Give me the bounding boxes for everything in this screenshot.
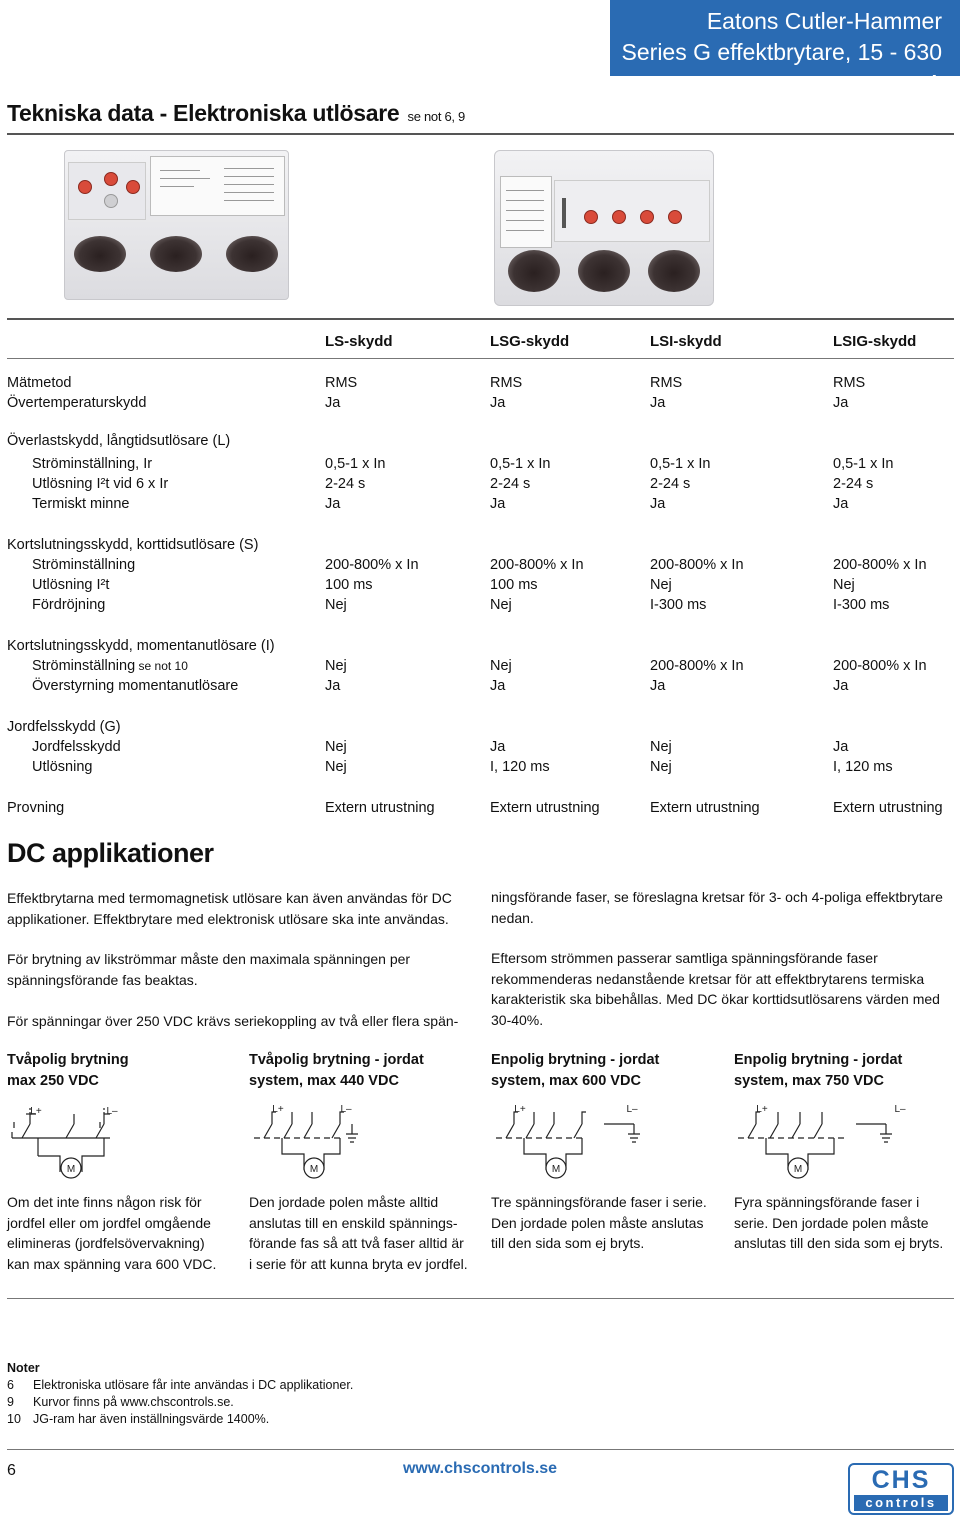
table-cell: 100 ms — [325, 577, 373, 593]
header-divider — [7, 358, 954, 359]
circuit-description-line: Tre spänningsförande faser i serie. — [491, 1194, 707, 1210]
dc-left-paragraph-2: För brytning av likströmmar måste den maximala spänningen per spänningsförande fas beaktas. — [7, 951, 411, 988]
table-cell: 2-24 s — [490, 476, 531, 492]
table-cell: 2-24 s — [325, 476, 366, 492]
column-header-lsg: LSG-skydd — [490, 333, 570, 350]
circuit-1-diagram — [12, 1106, 110, 1172]
motor-label-1: M — [66, 1164, 76, 1175]
table-cell: Nej — [650, 739, 672, 755]
table-cell: Ja — [650, 496, 666, 512]
table-cell: RMS — [650, 375, 683, 391]
page-title-text: Tekniska data - Elektroniska utlösare — [7, 100, 400, 126]
motor-label-3: M — [551, 1164, 561, 1175]
pole-plus-label-2: L+ — [272, 1104, 284, 1115]
note-item: 10 JG-ram har även inställningsvärde 1400%. — [7, 1412, 270, 1426]
table-group-heading: Överlastskydd, långtidsutlösare (L) — [7, 433, 231, 449]
table-row-label: Fördröjning — [32, 597, 106, 613]
circuit-3-title: Enpolig brytning - jordat system, max 600 VDC — [491, 1052, 660, 1089]
table-row-label: Övertemperaturskydd — [7, 395, 147, 411]
table-cell: I-300 ms — [833, 597, 890, 613]
circuit-description-line: Den jordade polen måste alltid — [249, 1194, 439, 1210]
table-cell: Nej — [325, 658, 347, 674]
circuit-description-line: anslutas till en enskild spännings- — [249, 1214, 458, 1231]
pole-plus-label-3: L+ — [514, 1104, 526, 1115]
circuit-description-line: serie. Den jordade polen måste — [734, 1214, 929, 1231]
circuit-1-description — [7, 1192, 216, 1274]
notes-heading: Noter — [7, 1361, 40, 1375]
table-cell: Ja — [325, 496, 341, 512]
logo-top-text: CHS — [871, 1466, 931, 1494]
circuit-4-diagram — [738, 1112, 892, 1170]
table-cell: 2-24 s — [833, 476, 874, 492]
page-title-note: se not 6, 9 — [407, 109, 465, 124]
table-cell: 200-800% x In — [325, 557, 419, 573]
notes-section — [7, 1360, 353, 1428]
dc-section-title: DC applikationer — [7, 838, 214, 868]
table-cell: 0,5-1 x In — [490, 456, 551, 472]
table-cell: 200-800% x In — [833, 658, 927, 674]
dc-left-paragraph-1: Effektbrytarna med termomagnetisk utlösare kan även användas för DC applikationer. Effektbrytare med elektronisk utlösare ska inte användas. — [7, 890, 452, 927]
table-cell: 0,5-1 x In — [833, 456, 894, 472]
table-cell: Nej — [490, 658, 512, 674]
dc-right-paragraph-1: ningsförande faser, se föreslagna kretsar för 3- och 4-poliga effektbrytare nedan. — [491, 889, 943, 926]
table-row-label: Ströminställning — [32, 557, 136, 573]
pole-minus-label-4: L– — [894, 1104, 906, 1115]
table-cell: Ja — [490, 395, 506, 411]
table-cell: Ja — [833, 496, 849, 512]
table-cell: 2-24 s — [650, 476, 691, 492]
table-cell: 100 ms — [490, 577, 538, 593]
table-cell: Ja — [833, 739, 849, 755]
table-cell: 200-800% x In — [833, 557, 927, 573]
circuit-3-diagram — [496, 1112, 640, 1170]
table-row-label: Överstyrning momentanutlösare — [32, 678, 239, 694]
circuit-description-line: anslutas till den sida som ej bryts. — [734, 1235, 944, 1251]
pole-plus-label-4: L+ — [756, 1104, 768, 1115]
note-item: 9 Kurvor finns på www.chscontrols.se. — [7, 1395, 234, 1409]
table-cell: Nej — [325, 739, 347, 755]
circuit-2-description — [249, 1192, 468, 1274]
table-cell: 0,5-1 x In — [325, 456, 386, 472]
table-row-label-note: se not 10 — [135, 659, 188, 673]
circuit-4-description — [734, 1192, 943, 1254]
table-cell: 200-800% x In — [650, 658, 744, 674]
table-cell: Extern utrustning — [490, 800, 600, 816]
table-cell: Nej — [833, 577, 855, 593]
logo-bottom-text: controls — [854, 1495, 948, 1511]
table-cell: I, 120 ms — [833, 759, 893, 775]
dc-left-paragraph-3: För spänningar över 250 VDC krävs seriekoppling av två eller flera spän- — [7, 1013, 459, 1029]
table-cell: Ja — [325, 678, 341, 694]
circuit-description-line: jordfel eller om jordfel omgående — [7, 1214, 211, 1231]
pole-minus-label-2: L– — [340, 1104, 352, 1115]
table-cell: RMS — [325, 375, 358, 391]
page-number: 6 — [7, 1462, 16, 1479]
circuit-4-title: Enpolig brytning - jordat system, max 750 VDC — [734, 1052, 903, 1089]
circuit-description-line: till den sida som ej bryts. — [491, 1235, 645, 1251]
dc-right-paragraph-2: Eftersom strömmen passerar samtliga spänningsförande faser rekommenderas nedanstående kretsar för att effektbrytarens termiska karakteristik ska bibehållas. Med DC ökar korttidsutlösarens värden med 30-40%. — [491, 950, 940, 1028]
table-cell: 200-800% x In — [490, 557, 584, 573]
chs-controls-logo — [848, 1463, 954, 1515]
pole-minus-label-3: L– — [626, 1104, 638, 1115]
motor-label-2: M — [309, 1164, 319, 1175]
brand-line-2: Series G effektbrytare, 15 - 630 A — [621, 39, 942, 96]
table-row-label: Utlösning — [32, 759, 93, 775]
circuit-description-line: i serie för att kunna bryta ev jordfel. — [249, 1255, 468, 1272]
table-cell: I, 120 ms — [490, 759, 550, 775]
circuit-2-title: Tvåpolig brytning - jordat system, max 440 VDC — [249, 1052, 424, 1089]
table-cell: Ja — [490, 678, 506, 694]
circuit-1-title: Tvåpolig brytning max 250 VDC — [7, 1052, 129, 1089]
table-cell: Extern utrustning — [325, 800, 435, 816]
table-cell: I-300 ms — [650, 597, 707, 613]
table-row-label: Termiskt minne — [32, 496, 130, 512]
table-row-label: Jordfelsskydd — [32, 739, 121, 755]
table-row-label: Utlösning I²t vid 6 x Ir — [32, 476, 169, 492]
brand-line-1: Eatons Cutler-Hammer — [706, 8, 942, 34]
footer-divider — [7, 1449, 954, 1450]
table-cell: RMS — [490, 375, 523, 391]
table-row-label: Provning — [7, 800, 65, 816]
notes-divider — [7, 1298, 954, 1299]
table-cell: Nej — [325, 759, 347, 775]
table-cell: 200-800% x In — [650, 557, 744, 573]
table-group-heading: Kortslutningsskydd, korttidsutlösare (S) — [7, 537, 259, 553]
column-header-lsig: LSIG-skydd — [833, 333, 917, 350]
table-cell: Ja — [650, 678, 666, 694]
table-cell: RMS — [833, 375, 866, 391]
circuit-3-description — [491, 1192, 707, 1254]
circuit-description-line: förande fas så att två faser alltid är — [249, 1235, 464, 1251]
table-row-label: Ströminställning, Ir — [32, 456, 153, 472]
circuit-description-line: Om det inte finns någon risk för — [7, 1194, 202, 1210]
table-cell: 0,5-1 x In — [650, 456, 711, 472]
table-cell: Extern utrustning — [833, 800, 943, 816]
table-cell: Ja — [833, 395, 849, 411]
table-cell: Ja — [833, 678, 849, 694]
pole-plus-label-1: L+ — [30, 1106, 42, 1117]
table-cell: Nej — [650, 577, 672, 593]
table-cell: Nej — [490, 597, 512, 613]
table-cell: Ja — [490, 739, 506, 755]
table-cell: Ja — [650, 395, 666, 411]
column-header-ls: LS-skydd — [325, 333, 393, 350]
table-row-label: Ströminställning se not 10 — [32, 658, 188, 674]
dc-circuit-diagrams — [0, 1100, 960, 1180]
motor-label-4: M — [793, 1164, 803, 1175]
table-cell: Extern utrustning — [650, 800, 760, 816]
table-group-heading: Jordfelsskydd (G) — [7, 719, 121, 735]
table-row-label: Mätmetod — [7, 375, 72, 391]
column-header-lsi: LSI-skydd — [650, 333, 722, 350]
table-cell: Ja — [490, 496, 506, 512]
table-cell: Nej — [325, 597, 347, 613]
table-cell: Nej — [650, 759, 672, 775]
table-row-label: Utlösning I²t — [32, 577, 110, 593]
circuit-description-line: Fyra spänningsförande faser i — [734, 1194, 920, 1210]
circuit-description-line: kan max spänning vara 600 VDC. — [7, 1255, 217, 1272]
footer-url-link[interactable]: www.chscontrols.se — [402, 1460, 558, 1477]
circuit-description-line: elimineras (jordfelsövervakning) — [7, 1235, 205, 1251]
table-group-heading: Kortslutningsskydd, momentanutlösare (I) — [7, 638, 275, 654]
pole-minus-label-1: L– — [106, 1106, 118, 1117]
table-cell: Ja — [325, 395, 341, 411]
circuit-description-line: Den jordade polen måste anslutas — [491, 1214, 704, 1231]
note-item: 6 Elektroniska utlösare får inte användas i DC applikationer. — [7, 1378, 354, 1392]
